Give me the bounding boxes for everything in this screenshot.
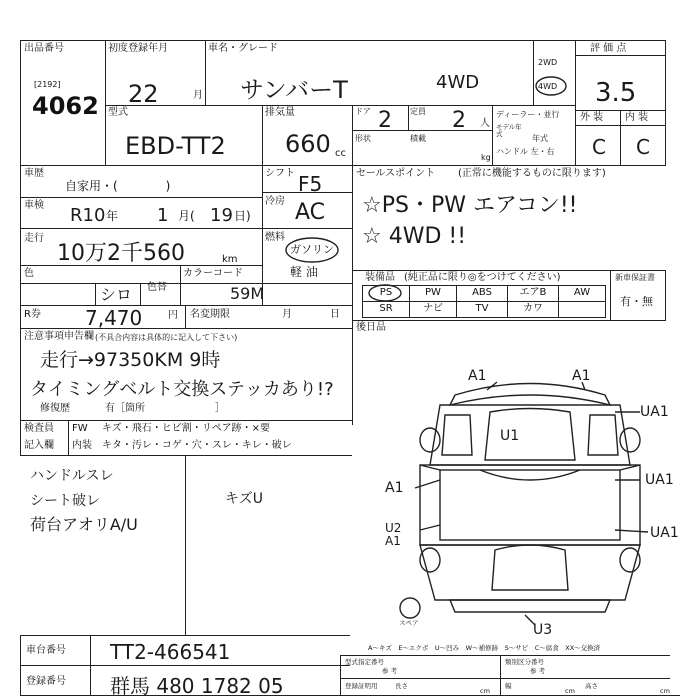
cargo-bed <box>420 465 640 545</box>
legend-codes: A～キズ E～エクボ U～凹み W～補修跡 S～サビ C～腐食 XX～交換済 <box>368 644 601 652</box>
inspection-day-unit: 日) <box>234 209 251 223</box>
mileage-label: 走行 <box>24 233 44 244</box>
inspector-label-1: 検査員 <box>24 423 54 434</box>
mileage-value: 10万2千560 <box>57 241 185 266</box>
year-label: 年式 <box>532 134 548 143</box>
mark-arrow <box>420 525 440 530</box>
memo-2: シート破レ <box>30 493 100 509</box>
damage-mark-a1: A1 <box>468 368 487 384</box>
interior-grade: C <box>636 135 650 159</box>
memo-1: ハンドルスレ <box>30 468 114 484</box>
model-cert-ref: 参 考 <box>382 667 398 675</box>
chassis-label: 車台番号 <box>26 645 66 656</box>
recycle-value: 7,470 <box>85 306 143 330</box>
front-right-wheel <box>620 428 640 452</box>
rear-bumper-outline <box>450 600 610 612</box>
handle-label: ハンドル 左・右 <box>496 147 555 156</box>
score-label: 評 価 点 <box>590 43 627 54</box>
inspection-year: R10 <box>70 205 106 226</box>
equip-leather: カワ <box>507 301 559 318</box>
rear-right-wheel <box>620 548 640 572</box>
length-label: 長さ <box>395 682 408 690</box>
warranty-label: 新車保証書 <box>615 273 655 282</box>
equip-airbag: エアB <box>507 285 559 302</box>
recycle-label: R券 <box>24 309 41 320</box>
spare-label: スペア <box>399 619 419 627</box>
equip-sr: SR <box>362 301 410 318</box>
displacement-unit: cc <box>335 148 346 159</box>
chassis-value: TT2-466541 <box>110 640 231 664</box>
seats-label: 定員 <box>410 107 426 116</box>
interior-label: 内 装 <box>625 112 649 123</box>
lot-number: 4062 <box>32 92 99 120</box>
fuel-diesel: 軽 油 <box>290 265 318 279</box>
front-left-wheel <box>420 428 440 452</box>
shape-label: 形状 <box>355 134 371 143</box>
inspection-month-unit: 月( <box>178 209 195 223</box>
drive-handwritten: 4WD <box>436 72 480 93</box>
class-label: 類別区分番号 <box>505 658 544 666</box>
score-value: 3.5 <box>595 78 637 108</box>
shift-label: シフト <box>265 168 295 179</box>
rear-left-wheel <box>420 548 440 572</box>
lot-label: 出品番号 <box>24 43 64 54</box>
inspector-row1-value: キズ・飛石・ヒビ割・リペア跡・×要 <box>102 423 270 434</box>
inspector-row1-key: FW <box>72 423 88 434</box>
cargo-bed-left-rail <box>420 465 440 470</box>
inspection-day: 19 <box>210 205 233 226</box>
equip-aw: AW <box>558 285 606 302</box>
displacement-value: 660 <box>285 130 331 158</box>
load-label: 積載 <box>410 134 426 143</box>
exterior-grade: C <box>592 135 606 159</box>
inspector-row2-key: 内装 <box>72 440 92 451</box>
inspection-year-unit: 年 <box>106 209 119 223</box>
length-unit: cm <box>480 687 490 695</box>
rear-gate-outline <box>492 545 568 590</box>
color-code-value: 59M <box>230 284 265 303</box>
equipment-label: 装備品 <box>365 272 395 283</box>
windshield-outline <box>485 409 575 461</box>
mark-arrow <box>415 480 440 488</box>
width-label: 幅 <box>505 682 512 690</box>
model-year-label: モデル年式 <box>496 123 522 138</box>
damage-mark-ua1: UA1 <box>650 525 679 541</box>
delivery-label: 後日品 <box>356 322 386 333</box>
first-reg-year: 22 <box>128 80 159 108</box>
doors-label: ドア <box>355 107 371 116</box>
model-value: EBD-TT2 <box>125 132 226 160</box>
cab-left-panel <box>442 415 472 455</box>
load-unit: kg <box>481 153 491 162</box>
equip-ps: PS <box>362 285 410 302</box>
width-unit: cm <box>565 687 575 695</box>
color-change-label: 色替 <box>147 282 167 293</box>
equip-ps-circle <box>369 285 401 301</box>
cab-rear-arc <box>480 470 580 480</box>
damage-mark-u3: U3 <box>533 622 553 638</box>
name-change-label: 名変期限 <box>190 309 230 320</box>
sales-points-line1: ☆PS・PW エアコン!! <box>362 193 578 218</box>
inspector-row2-value: キタ・汚レ・コゲ・穴・スレ・キレ・破レ <box>102 440 292 451</box>
shift-value: F5 <box>298 172 323 196</box>
drive-2wd: 2WD <box>538 58 558 67</box>
front-bumper-outline <box>450 384 610 406</box>
equip-abs: ABS <box>456 285 508 302</box>
ac-label: 冷房 <box>265 196 285 207</box>
equip-navi: ナビ <box>409 301 457 318</box>
equipment-sub: (純正品に限り◎をつけてください) <box>404 272 561 283</box>
damage-mark-ua1: UA1 <box>645 472 674 488</box>
seats-value: 2 <box>452 108 466 133</box>
first-reg-label: 初度登録年月 <box>108 43 168 54</box>
rear-body-outline <box>420 545 640 600</box>
ac-value: AC <box>295 200 326 225</box>
memo-3: 荷台アオリA/U <box>30 515 138 534</box>
notes-line1: 走行→97350KM 9時 <box>40 349 221 371</box>
sales-points-line2: ☆ 4WD !! <box>362 224 467 249</box>
equip-pw: PW <box>409 285 457 302</box>
cab-right-panel <box>588 415 618 455</box>
cab-outline <box>430 405 630 465</box>
reg-label: 登録番号 <box>26 676 66 687</box>
damage-mark-u2-a1: U2 A1 <box>385 521 402 548</box>
drive-4wd-circle <box>536 77 566 95</box>
notes-line2: タイミングベルト交換ステッカあり!? <box>30 379 334 400</box>
dealer-label: ディーラー・並行 <box>496 110 560 119</box>
fuel-gasoline-circle <box>286 238 338 262</box>
reg-cert-label: 登録証明用 <box>345 682 378 690</box>
equip-tv: TV <box>456 301 508 318</box>
lot-sub: [2192] <box>34 80 61 89</box>
color-value: シロ <box>100 285 133 304</box>
displacement-label: 排気量 <box>265 107 295 118</box>
mileage-unit: km <box>222 254 238 265</box>
reg-value: 群馬 480 1782 05 <box>110 674 284 698</box>
damage-mark-a1: A1 <box>385 480 404 496</box>
car-name-label: 車名・グレード <box>208 43 278 54</box>
first-reg-unit: 月 <box>193 90 203 101</box>
cargo-bed-right-rail <box>620 465 640 470</box>
doors-value: 2 <box>378 108 392 133</box>
inspection-month: 1 <box>157 205 169 226</box>
color-label: 色 <box>24 268 34 279</box>
name-change-month: 月 <box>282 309 292 320</box>
car-name: サンバーT <box>240 76 348 104</box>
repair-value: 有［箇所 ］ <box>105 403 225 414</box>
seats-unit: 人 <box>480 118 490 129</box>
fuel-label: 燃料 <box>265 232 285 243</box>
spare-tire <box>400 598 420 618</box>
height-unit: cm <box>660 687 670 695</box>
repair-label: 修復歴 <box>40 403 70 414</box>
history-value: 自家用・( ) <box>65 179 171 193</box>
exterior-label: 外 装 <box>580 112 604 123</box>
sales-points-label: セールスポイント <box>356 168 436 179</box>
history-label: 車歴 <box>24 168 44 179</box>
notes-sub: (不具合内容は具体的に記入して下さい) <box>95 333 238 342</box>
memo-4: キズU <box>225 491 263 507</box>
height-label: 高さ <box>585 682 598 690</box>
name-change-day: 日 <box>330 309 340 320</box>
fuel-gasoline: ガソリン <box>290 243 334 256</box>
class-ref: 参 考 <box>530 667 546 675</box>
damage-mark-a1: A1 <box>572 368 591 384</box>
color-code-label: カラーコード <box>183 268 243 279</box>
notes-label: 注意事項申告欄 <box>24 331 94 342</box>
damage-mark-u1: U1 <box>500 428 520 444</box>
damage-mark-ua1: UA1 <box>640 404 669 420</box>
drive-4wd: 4WD <box>538 82 558 91</box>
model-cert-label: 型式指定番号 <box>345 658 384 666</box>
warranty-value: 有・無 <box>620 295 653 308</box>
inspector-label-2: 記入欄 <box>24 440 54 451</box>
sales-points-sub: (正常に機能するものに限ります) <box>458 168 606 179</box>
model-label: 型式 <box>108 107 128 118</box>
recycle-unit: 円 <box>168 310 178 321</box>
inspection-label: 車検 <box>24 200 44 211</box>
